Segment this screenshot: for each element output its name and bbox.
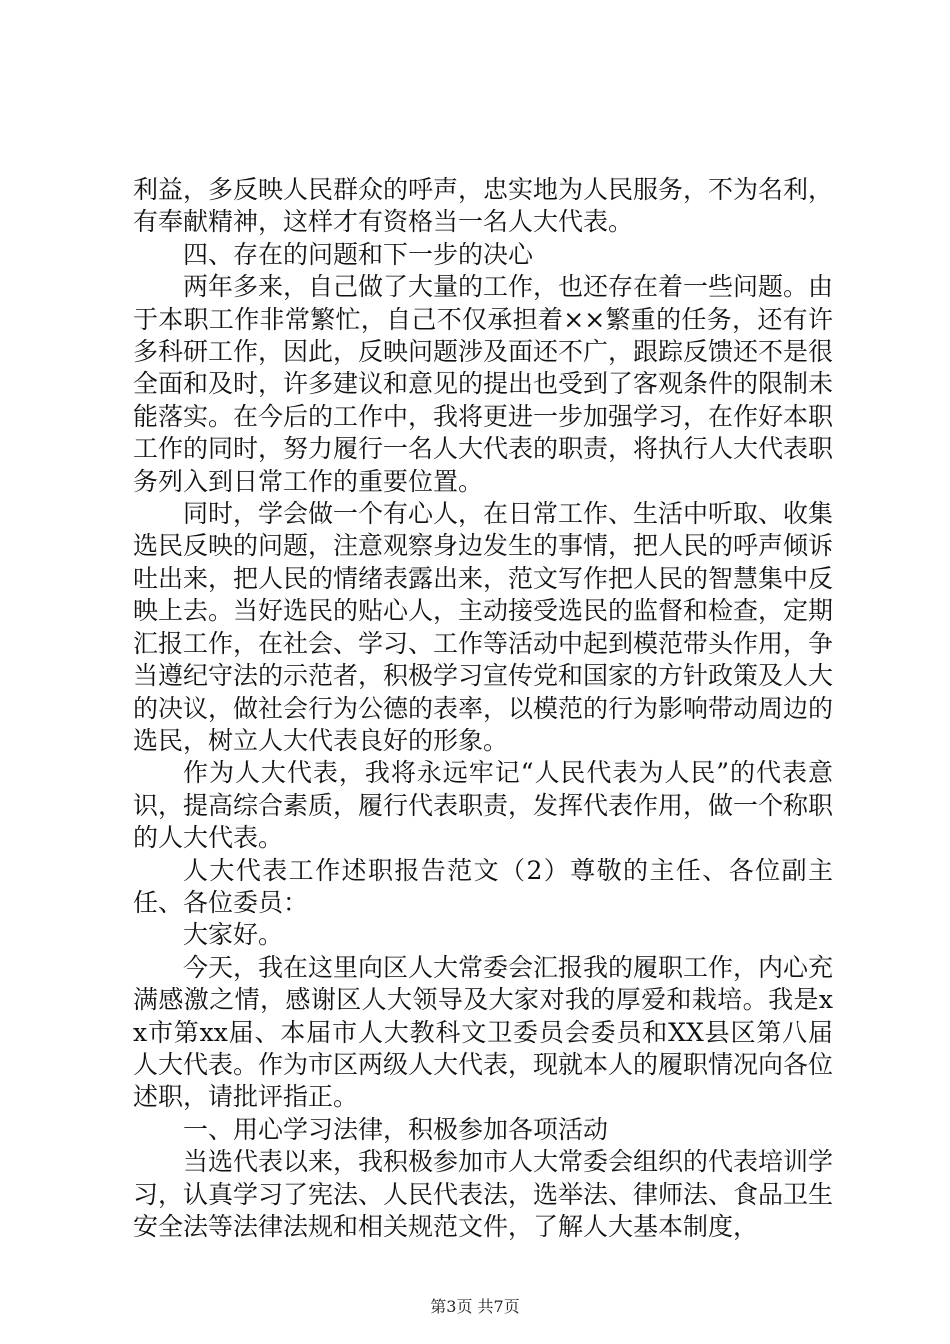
section-heading: 一、用心学习法律，积极参加各项活动 (183, 1114, 609, 1144)
page-footer: 第3页 共7页 (430, 1297, 520, 1316)
section-heading: 四、存在的问题和下一步的决心 (183, 239, 534, 269)
paragraph: 两年多来，自己做了大量的工作，也还存在着一些问题。由于本职工作非常繁忙，自己不仅承担着××繁重的任务，还有许多科研工作，因此，反映问题涉及面还不广，跟踪反馈还不是很全面和及时，许多建议和意见的提出也受到了客观条件的限制未能落实。在今后的工作中，我将更进一步加强学习，在作好本职工作的同时，努力履行一名人大代表的职责，将执行人大代表职务列入到日常工作的重要位置。 (133, 272, 834, 496)
document-body (133, 174, 833, 1243)
paragraph: 同时，学会做一个有心人，在日常工作、生活中听取、收集选民反映的问题，注意观察身边发生的事情，把人民的呼声倾诉吐出来，把人民的情绪表露出来，范文写作把人民的智慧集中反映上去。当好选民的贴心人，主动接受选民的监督和检查，定期汇报工作，在社会、学习、工作等活动中起到模范带头作用，争当遵纪守法的示范者，积极学习宣传党和国家的方针政策及人大的决议，做社会行为公德的表率，以模范的行为影响带动周边的选民，树立人大代表良好的形象。 (133, 499, 834, 755)
paragraph: 当选代表以来，我积极参加市人大常委会组织的代表培训学习，认真学习了宪法、人民代表法，选举法、律师法、食品卫生安全法等法律法规和相关规范文件，了解人大基本制度， (133, 1147, 834, 1241)
paragraph: 利益，多反映人民群众的呼声，忠实地为人民服务，不为名利，有奉献精神，这样才有资格当一名人大代表。 (133, 175, 834, 237)
paragraph: 人大代表工作述职报告范文（2）尊敬的主任、各位副主任、各位委员： (133, 855, 833, 917)
paragraph: 今天，我在这里向区人大常委会汇报我的履职工作，内心充满感激之情，感谢区人大领导及大家对我的厚爱和栽培。我是xx市第xx届、本届市人大教科文卫委员会委员和XX县区第八届人大代表。作为市区两级人大代表，现就本人的履职情况向各位述职，请批评指正。 (133, 952, 834, 1112)
greeting: 大家好。 (183, 920, 284, 950)
paragraph: 作为人大代表，我将永远牢记“人民代表为人民”的代表意识，提高综合素质，履行代表职责，发挥代表作用，做一个称职的人大代表。 (133, 758, 834, 853)
